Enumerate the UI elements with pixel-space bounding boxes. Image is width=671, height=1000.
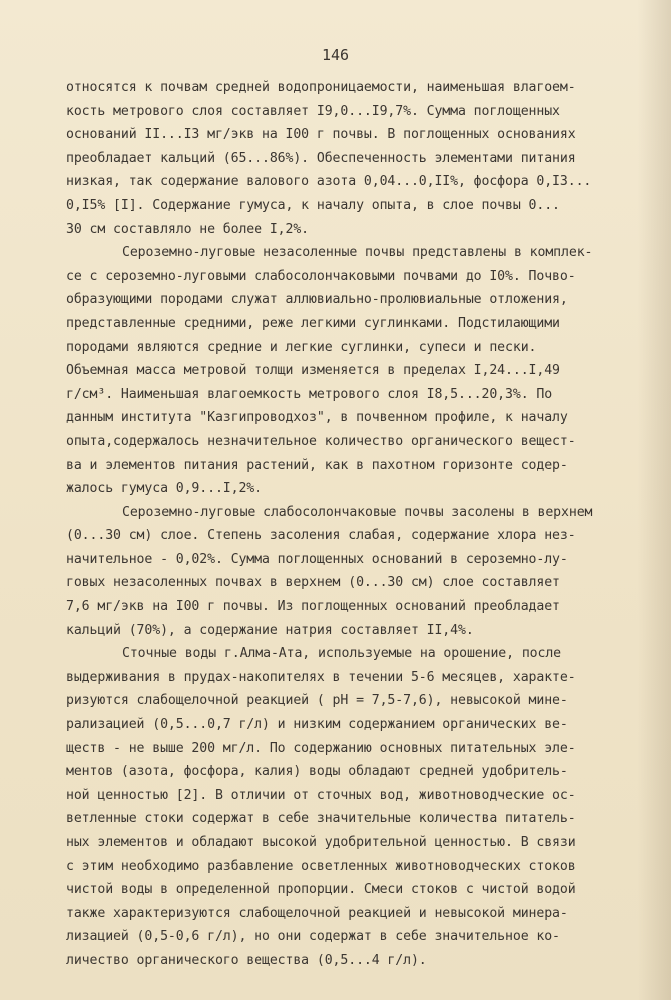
text-line: 7,6 мг/экв на I00 г почвы. Из поглощенных оснований преобладает <box>66 599 560 615</box>
text-line: преобладает кальций (65...86%). Обеспеченность элементами питания <box>66 150 576 166</box>
body-text <box>66 76 656 973</box>
text-line: се с сероземно-луговыми слабосолончаковыми почвами до I0%. Почво- <box>66 268 576 284</box>
text-line: представленные средними, реже легкими суглинками. Подстилающими <box>66 315 560 331</box>
text-line: Объемная масса метровой толщи изменяется в пределах I,24...I,49 <box>66 363 560 379</box>
text-line: начительное - 0,02%. Сумма поглощенных оснований в сероземно-лу- <box>66 551 568 567</box>
text-line: (0...30 см) слое. Степень засоления слабая, содержание хлора нез- <box>66 528 576 544</box>
text-line: ных элементов и обладают высокой удобрительной ценностью. В связи <box>66 835 576 850</box>
text-line: выдерживания в прудах-накопителях в течении 5-6 месяцев, характе- <box>66 669 576 685</box>
text-line: ризуются слабощелочной реакцией ( pH = 7,5-7,6), невысокой мине- <box>66 693 568 709</box>
paragraph-start-line: Сероземно-луговые слабосолончаковые почвы засолены в верхнем <box>122 504 593 520</box>
text-line: 30 см составляло не более I,2%. <box>66 221 310 237</box>
text-line: личество органического вещества (0,5...4 г/л). <box>66 952 427 968</box>
text-line: чистой воды в определенной пропорции. Смеси стоков с чистой водой <box>66 882 576 898</box>
text-line: г/см³. Наименьшая влагоемкость метрового слоя I8,5...20,3%. По <box>66 386 553 402</box>
text-line: ветленные стоки содержат в себе значительные количества питатель- <box>66 811 576 827</box>
text-line: оснований II...I3 мг/экв на I00 г почвы. В поглощенных основаниях <box>66 127 576 143</box>
text-line: говых незасоленных почвах в верхнем (0...30 см) слое составляет <box>66 575 560 591</box>
paragraph-start-line: Сероземно-луговые незасоленные почвы представлены в комплек- <box>122 245 593 261</box>
text-line: относятся к почвам средней водопроницаемости, наименьшая влагоем- <box>66 80 576 95</box>
text-line: рализацией (0,5...0,7 г/л) и низким содержанием органических ве- <box>66 717 568 733</box>
text-line: опыта,содержалось незначительное количество органического вещест- <box>66 433 576 449</box>
page-number: 146 <box>321 46 350 64</box>
text-line: низкая, так содержание валового азота 0,04...0,II%, фосфора 0,I3... <box>66 174 592 190</box>
paragraph-start-line: Сточные воды г.Алма-Ата, используемые на орошение, после <box>122 646 562 662</box>
text-line: кость метрового слоя составляет I9,0...I9,7%. Сумма поглощенных <box>66 103 560 119</box>
text-line: также характеризуются слабощелочной реакцией и невысокой минера- <box>66 905 568 921</box>
text-line: ва и элементов питания растений, как в пахотном горизонте содер- <box>66 457 568 473</box>
text-line: данным института "Казгипроводхоз", в почвенном профиле, к началу <box>66 410 568 426</box>
text-line: ментов (азота, фосфора, калия) воды обладают средней удобритель- <box>66 764 568 780</box>
text-line: жалось гумуса 0,9...I,2%. <box>66 481 262 497</box>
text-line: 0,I5% [I]. Содержание гумуса, к началу опыта, в слое почвы 0... <box>66 197 560 213</box>
text-line: лизацией (0,5-0,6 г/л), но они содержат в себе значительное ко- <box>66 929 560 945</box>
text-line: ной ценностью [2]. В отличии от сточных вод, животноводческие ос- <box>66 787 576 803</box>
text-line: кальций (70%), а содержание натрия составляет II,4%. <box>66 622 474 638</box>
text-line: с этим необходимо разбавление осветленных животноводческих стоков <box>66 858 576 874</box>
text-line: породами являются средние и легкие суглинки, супеси и пески. <box>66 339 537 355</box>
text-line: образующими породами служат аллювиально-пролювиальные отложения, <box>66 292 568 308</box>
text-line: ществ - не выше 200 мг/л. По содержанию основных питательных эле- <box>66 740 576 756</box>
